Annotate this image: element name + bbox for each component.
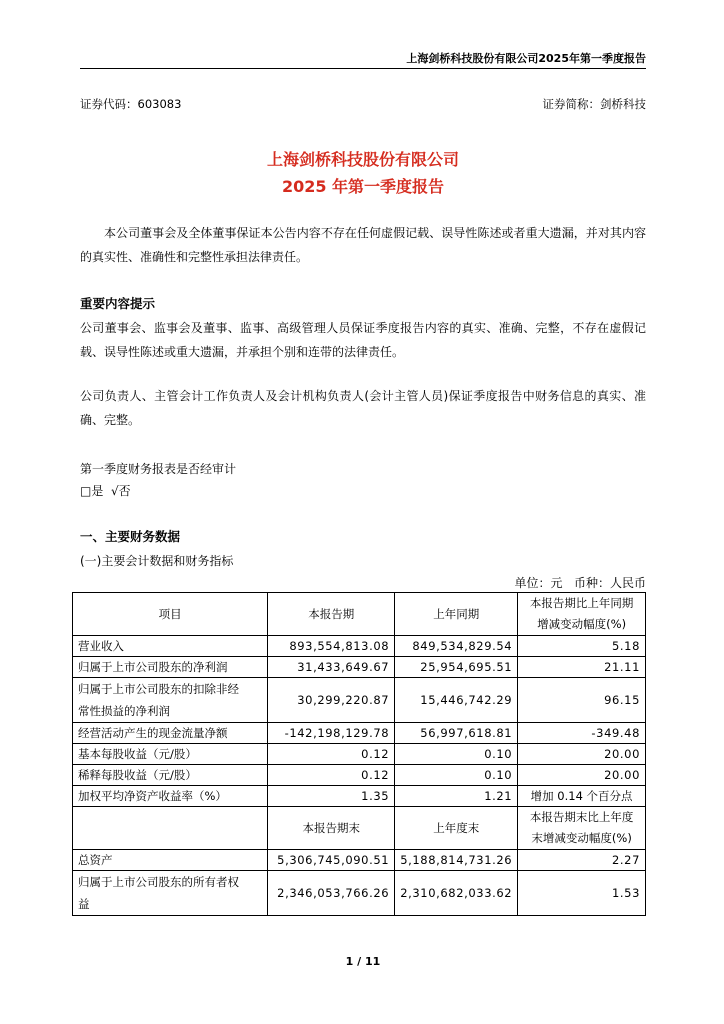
board-guarantee-text: 公司董事会、监事会及董事、监事、高级管理人员保证季度报告内容的真实、准确、完整，不存在虚假记载、误导性陈述或重大遗漏，并承担个别和连带的法律责任。 bbox=[80, 321, 646, 359]
audit-block bbox=[80, 458, 236, 502]
section-heading: 一、主要财务数据 bbox=[80, 529, 181, 544]
stock-code: 证券代码：603083 bbox=[80, 97, 182, 111]
table-subheader-row bbox=[73, 807, 646, 850]
header-period-end-change: 本报告期末比上年度 末增减变动幅度(%) bbox=[518, 807, 646, 850]
financial-data-table bbox=[72, 592, 646, 916]
table-row: 稀释每股收益（元/股） 0.12 0.10 20.00 bbox=[73, 765, 646, 786]
table-row: 归属于上市公司股东的所有者权 益 2,346,053,766.26 2,310,682,033.62 1.53 bbox=[73, 871, 646, 916]
header-period-end: 本报告期末 bbox=[268, 807, 395, 850]
table-row: 经营活动产生的现金流量净额 -142,198,129.78 56,997,618.81 -349.48 bbox=[73, 723, 646, 744]
stock-abbreviation: 证券简称：剑桥科技 bbox=[542, 97, 646, 111]
report-title: 2025 年第一季度报告 bbox=[281, 177, 445, 196]
table-row: 基本每股收益（元/股） 0.12 0.10 20.00 bbox=[73, 744, 646, 765]
header-change-rate: 本报告期比上年同期 增减变动幅度(%) bbox=[518, 593, 646, 636]
header-current-period: 本报告期 bbox=[268, 593, 395, 636]
header-same-period-last-year: 上年同期 bbox=[395, 593, 518, 636]
table-row: 加权平均净资产收益率（%） 1.35 1.21 增加 0.14 个百分点 bbox=[73, 786, 646, 807]
company-title: 上海剑桥科技股份有限公司 bbox=[266, 150, 459, 169]
table-row: 归属于上市公司股东的净利润 31,433,649.67 25,954,695.51 21.11 bbox=[73, 657, 646, 678]
table-header-row bbox=[73, 593, 646, 636]
audit-question: 第一季度财务报表是否经审计 bbox=[80, 462, 237, 476]
table-row: 归属于上市公司股东的扣除非经 常性损益的净利润 30,299,220.87 15,446,742.29 96.15 bbox=[73, 678, 646, 723]
audit-answer: □是 √否 bbox=[80, 484, 131, 498]
table-row: 营业收入 893,554,813.08 849,534,829.54 5.18 bbox=[73, 636, 646, 657]
running-header: 上海剑桥科技股份有限公司2025年第一季度报告 bbox=[406, 52, 646, 65]
header-last-year-end: 上年度末 bbox=[395, 807, 518, 850]
header-item: 项目 bbox=[73, 593, 268, 636]
important-heading: 重要内容提示 bbox=[80, 296, 156, 311]
board-declaration: 本公司董事会及全体董事保证本公告内容不存在任何虚假记载、误导性陈述或者重大遗漏，并对其内容的真实性、准确性和完整性承担法律责任。 bbox=[80, 226, 646, 264]
currency-unit: 单位：元 币种：人民币 bbox=[514, 576, 646, 590]
page-number: 1 / 11 bbox=[345, 955, 381, 968]
responsible-persons-text: 公司负责人、主管会计工作负责人及会计机构负责人(会计主管人员)保证季度报告中财务信息的真实、准确、完整。 bbox=[80, 389, 646, 427]
table-row: 总资产 5,306,745,090.51 5,188,814,731.26 2.27 bbox=[73, 850, 646, 871]
header-rule bbox=[80, 68, 646, 69]
section-subheading: (一)主要会计数据和财务指标 bbox=[80, 554, 234, 568]
